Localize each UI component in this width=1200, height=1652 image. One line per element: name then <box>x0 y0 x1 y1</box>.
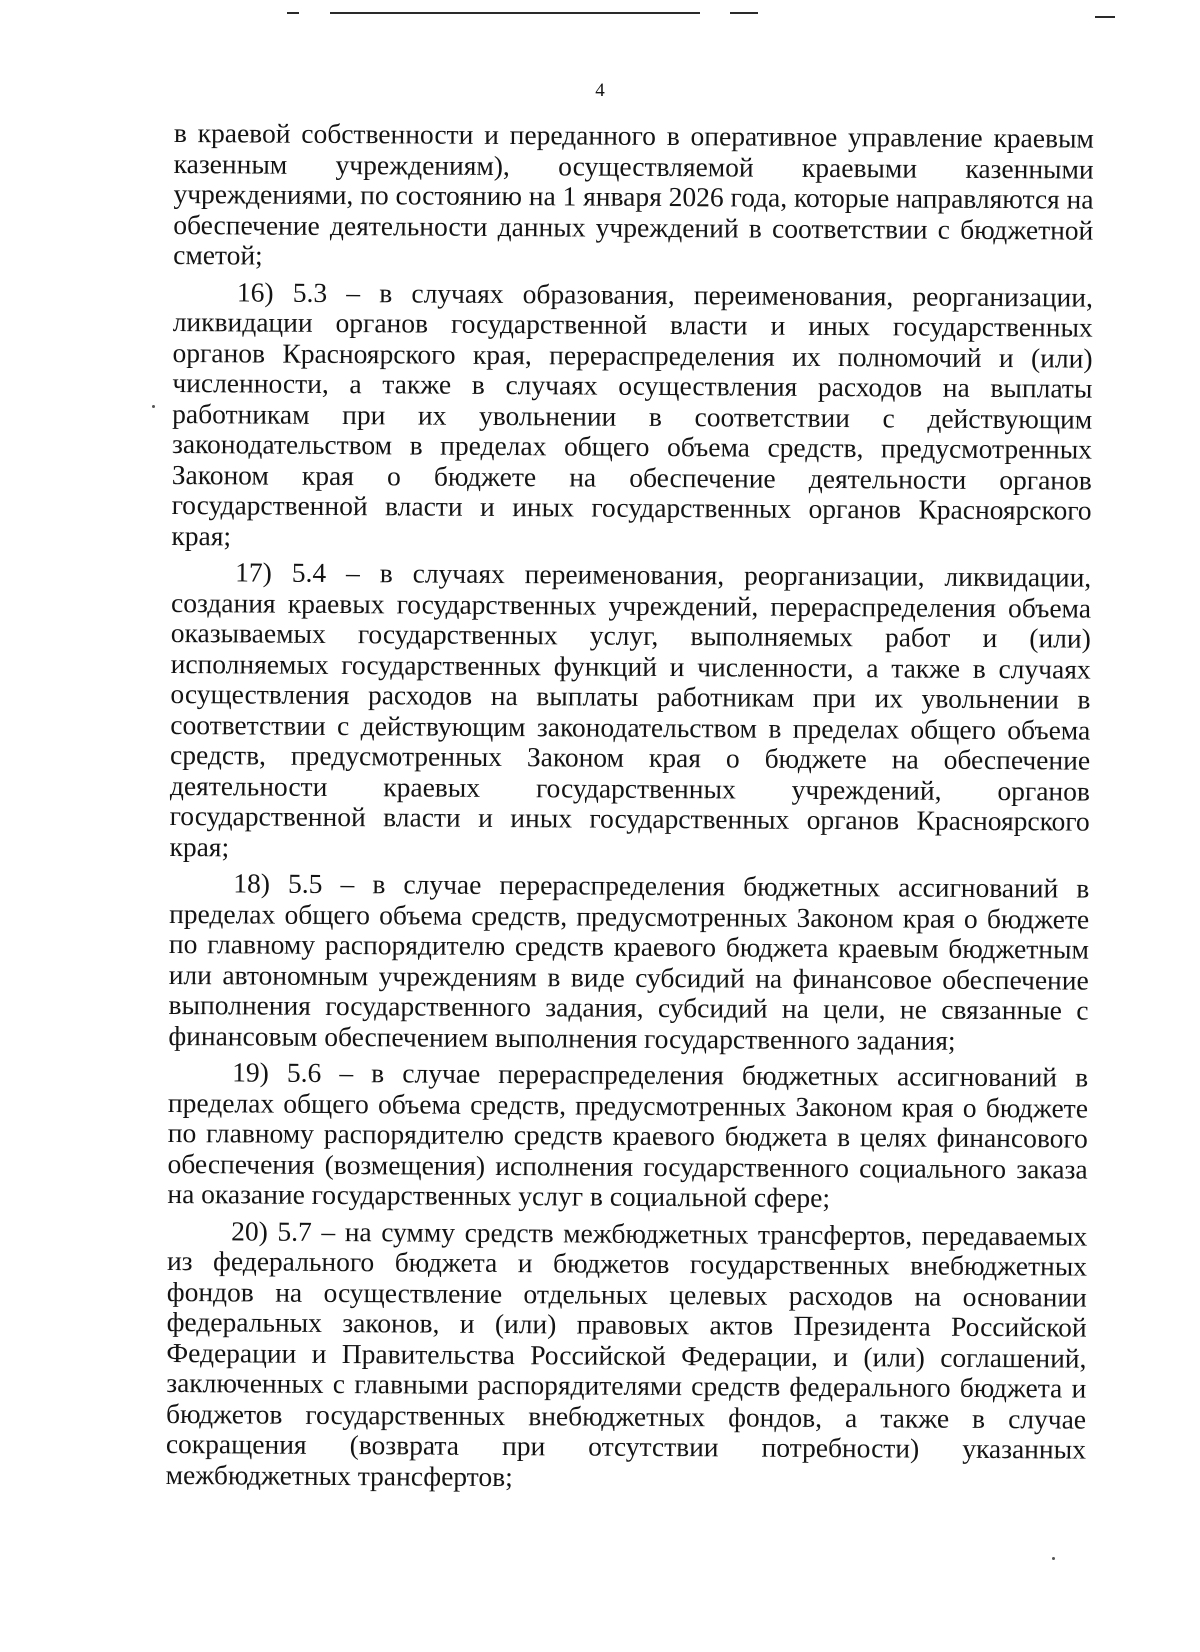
paragraph-continuation: в краевой собственности и переданного в оперативное управление краевым казенным учреждениям), осуществляемой краевыми казенными учреждениями, по состоянию на 1 января 2026 года, которые направляются на обеспечение деятельности данных учреждений в соответствии с бюджетной сметой; <box>173 117 1094 271</box>
page-number: 4 <box>595 80 605 101</box>
paragraph-item-17: 17) 5.4 – в случаях переименования, реорганизации, ликвидации, создания краевых государственных учреждений, перераспределения объема оказываемых государственных услуг, выполняемых работ и (или) исполняемых государственных функций и численности, а также в случаях осуществления расходов на выплаты работникам при их увольнении в соответствии с действующим законодательством в пределах общего объема средств, предусмотренных Законом края о бюджете на обеспечение деятельности краевых государственных учреждений, органов государственной власти и иных государственных органов Красноярского края; <box>169 556 1092 862</box>
scan-speck <box>152 405 155 408</box>
paragraph-item-19: 19) 5.6 – в случае перераспределения бюджетных ассигнований в пределах общего объема средств, предусмотренных Законом края о бюджете по главному распорядителю средств краевого бюджета в целях финансового обеспечения (возмещения) исполнения государственного социального заказа на оказание государственных услуг в социальной сфере; <box>167 1056 1089 1214</box>
paragraph-item-18: 18) 5.5 – в случае перераспределения бюджетных ассигнований в пределах общего объема средств, предусмотренных Законом края о бюджете по главному распорядителю средств краевого бюджета краевым бюджетным или автономным учреждениям в виде субсидий на финансовое обеспечение выполнения государственного задания, субсидий на цели, не связанные с финансовым обеспечением выполнения государственного задания; <box>168 867 1090 1056</box>
scan-speck <box>1052 1557 1055 1560</box>
paragraph-item-16: 16) 5.3 – в случаях образования, переименования, реорганизации, ликвидации органов государственной власти и иных государственных органов Красноярского края, перераспределения их полномочий и (или) численности, а также в случаях осуществления расходов на выплаты работникам при их увольнении в соответствии с действующим законодательством в пределах общего объема средств, предусмотренных Законом края о бюджете на обеспечение деятельности органов государственной власти и иных государственных органов Красноярского края; <box>171 275 1094 551</box>
scan-artifact-line <box>330 12 700 14</box>
paragraph-item-20: 20) 5.7 – на сумму средств межбюджетных трансфертов, передаваемых из федерального бюджета и бюджетов государственных внебюджетных фондов на осуществление отдельных целевых расходов на основании федеральных законов, и (или) правовых актов Президента Российской Федерации и Правительства Российской Федерации, и (или) соглашений, заключенных с главными распорядителями средств федерального бюджета и бюджетов государственных внебюджетных фондов, а также в случае сокращения (возврата при отсутствии потребности) указанных межбюджетных трансфертов; <box>165 1214 1088 1492</box>
scan-artifact-line <box>730 12 758 14</box>
scan-artifact-line <box>1095 16 1115 18</box>
document-body <box>166 118 1094 1502</box>
scan-artifact-line <box>287 12 299 14</box>
